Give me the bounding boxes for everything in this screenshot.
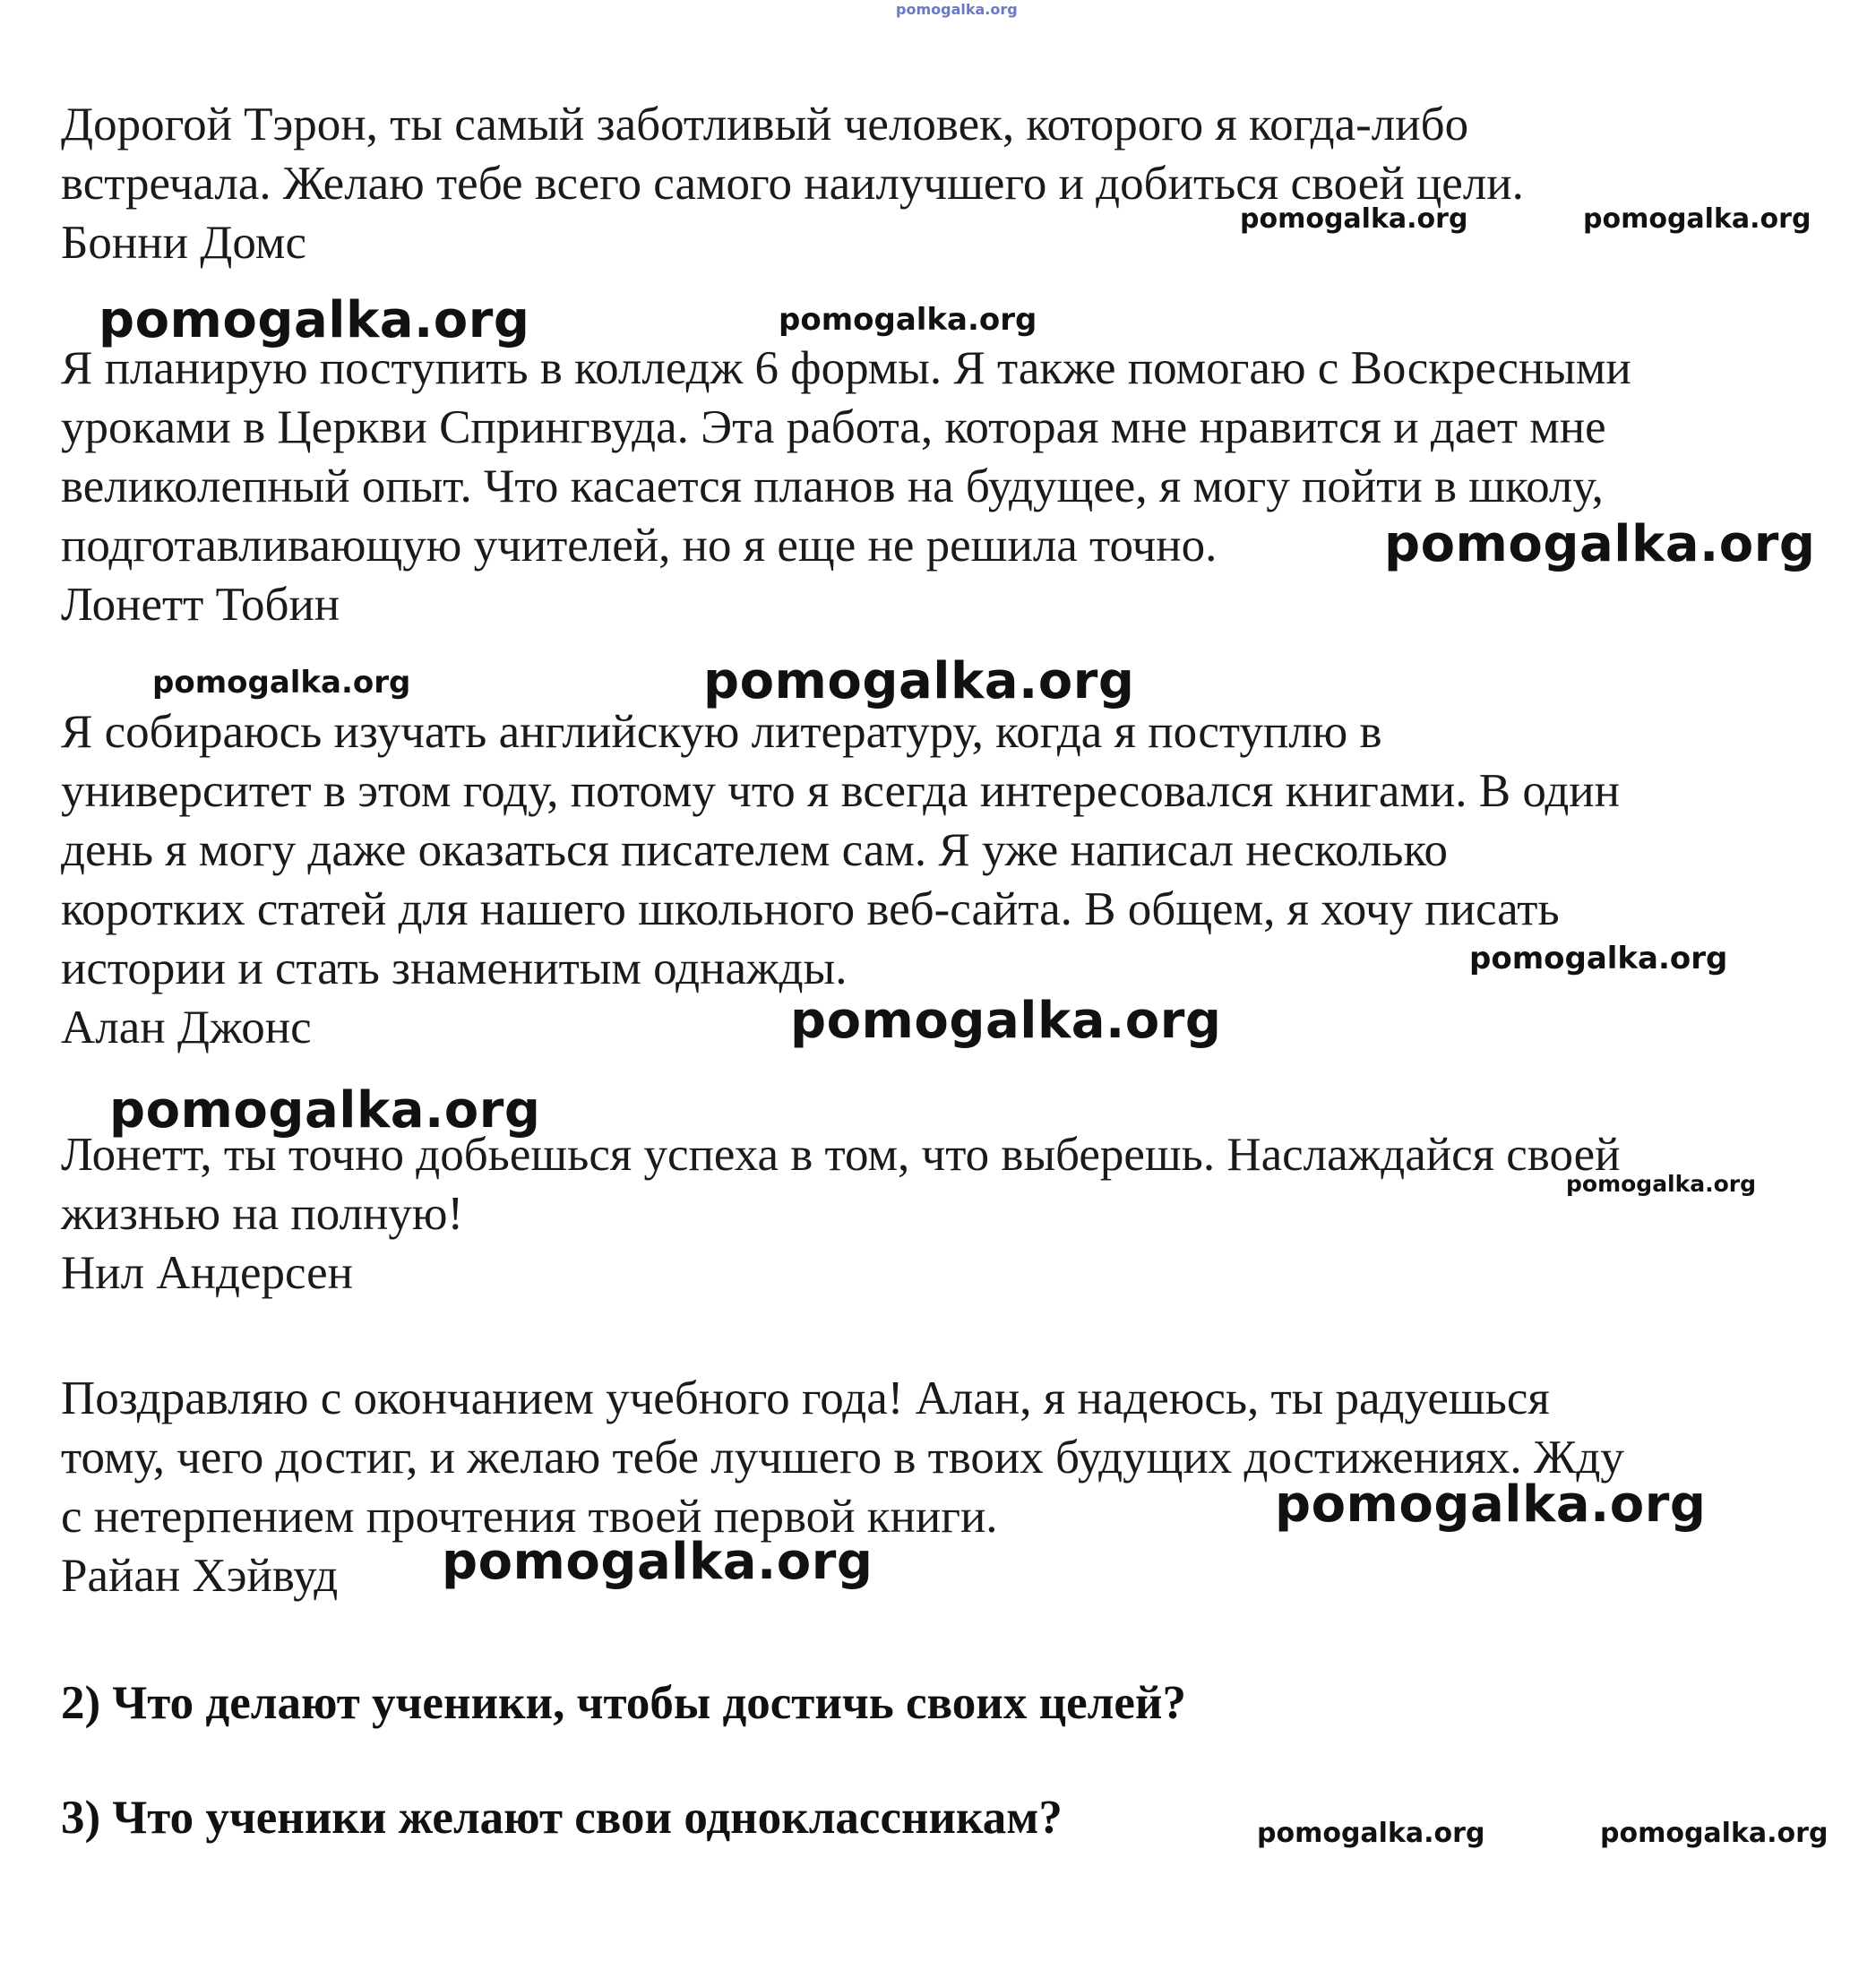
passage-3-line-2: университет в этом году, потому что я всегда интересовался книгами. В один xyxy=(61,765,1621,817)
passage-3-line-1: Я собираюсь изучать английскую литературу, когда я поступлю в xyxy=(61,706,1382,758)
passage-4-line-2: жизнью на полную! xyxy=(61,1188,464,1240)
question-3: 3) Что ученики желают свои одноклассникам? xyxy=(61,1792,1063,1844)
passage-1-line-2: встречала. Желаю тебе всего самого наилучшего и добиться своей цели. xyxy=(61,158,1524,210)
passage-4-author: Нил Андерсен xyxy=(61,1247,354,1299)
watermark: pomogalka.org xyxy=(1583,203,1811,235)
passage-2-line-3: великолепный опыт. Что касается планов на будущее, я могу пойти в школу, xyxy=(61,460,1604,512)
watermark: pomogalka.org xyxy=(1275,1475,1707,1534)
passage-4-line-1: Лонетт, ты точно добьешься успеха в том, что выберешь. Наслаждайся своей xyxy=(61,1129,1621,1181)
passage-3-line-4: коротких статей для нашего школьного веб-сайта. В общем, я хочу писать xyxy=(61,883,1560,935)
passage-3-author: Алан Джонс xyxy=(61,1002,312,1054)
passage-5-line-2: тому, чего достиг, и желаю тебе лучшего в твоих будущих достижениях. Жду xyxy=(61,1432,1624,1484)
passage-2-author: Лонетт Тобин xyxy=(61,579,340,631)
passage-1-author: Бонни Домс xyxy=(61,217,306,269)
watermark: pomogalka.org xyxy=(1240,203,1468,235)
passage-5-line-1: Поздравляю с окончанием учебного года! Алан, я надеюсь, ты радуешься xyxy=(61,1372,1550,1424)
passage-2-line-2: уроками в Церкви Спрингвуда. Эта работа, которая мне нравится и дает мне xyxy=(61,401,1606,453)
question-2: 2) Что делают ученики, чтобы достичь своих целей? xyxy=(61,1677,1186,1729)
passage-5-line-3: с нетерпением прочтения твоей первой книги. xyxy=(61,1491,998,1543)
watermark-header: pomogalka.org xyxy=(896,1,1018,18)
passage-3-line-3: день я могу даже оказаться писателем сам. Я уже написал несколько xyxy=(61,824,1449,876)
passage-3-line-5: истории и стать знаменитым однажды. xyxy=(61,942,848,994)
passage-2-line-4: подготавливающую учителей, но я еще не решила точно. xyxy=(61,520,1218,572)
watermark: pomogalka.org xyxy=(703,652,1135,710)
watermark: pomogalka.org xyxy=(1600,1818,1829,1849)
watermark: pomogalka.org xyxy=(1257,1818,1485,1849)
watermark: pomogalka.org xyxy=(1566,1171,1757,1197)
watermark: pomogalka.org xyxy=(790,992,1222,1050)
watermark: pomogalka.org xyxy=(779,302,1037,338)
passage-2-line-1: Я планирую поступить в колледж 6 формы. Я также помогаю с Воскресными xyxy=(61,342,1631,394)
watermark: pomogalka.org xyxy=(99,291,530,349)
watermark: pomogalka.org xyxy=(442,1533,873,1591)
watermark: pomogalka.org xyxy=(152,665,411,701)
passage-5-author: Райан Хэйвуд xyxy=(61,1550,339,1602)
watermark: pomogalka.org xyxy=(109,1081,541,1140)
watermark: pomogalka.org xyxy=(1469,941,1728,976)
passage-1-line-1: Дорогой Тэрон, ты самый заботливый человек, которого я когда-либо xyxy=(61,99,1469,151)
watermark: pomogalka.org xyxy=(1384,515,1816,573)
